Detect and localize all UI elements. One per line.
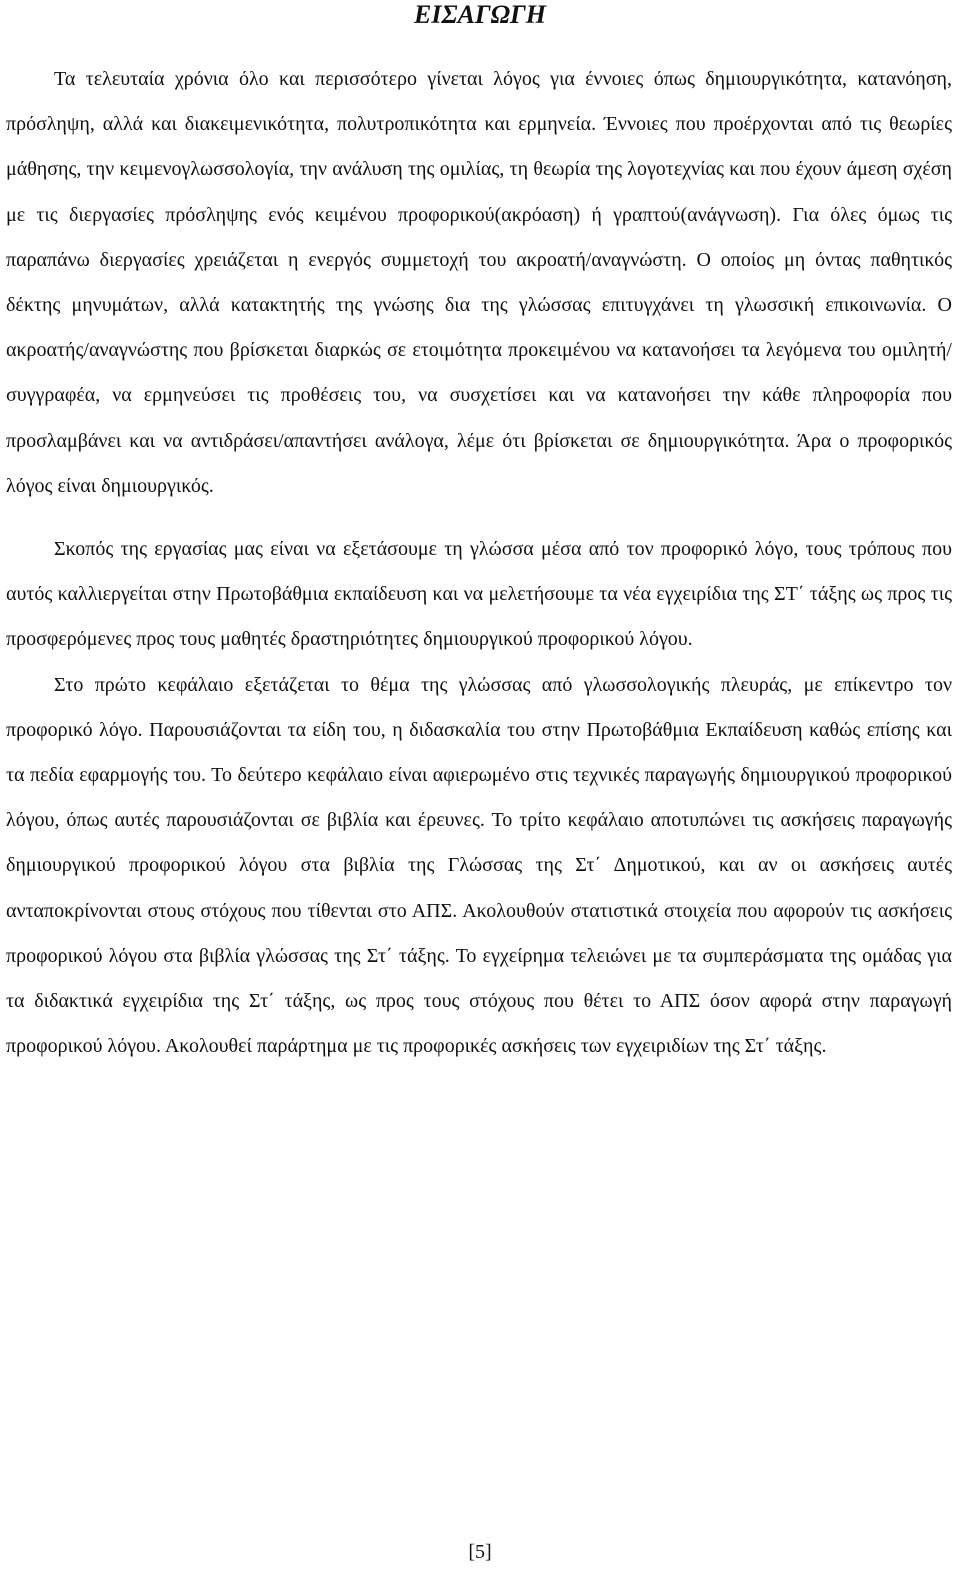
document-body [6, 57, 952, 1069]
purpose-paragraph: Σκοπός της εργασίας μας είναι να εξετάσουμε τη γλώσσα μέσα από τον προφορικό λόγο, τους τρόπους που αυτός καλλιεργείται στην Πρωτοβάθμια εκπαίδευση και να μελετήσουμε τα νέα εγχειρίδια της ΣΤ΄ τάξης ως προς τις προσφερόμενες προς τους μαθητές δραστηριότητες δημιουργικού προφορικού λόγου. [6, 538, 952, 651]
intro-paragraph: Τα τελευταία χρόνια όλο και περισσότερο γίνεται λόγος για έννοιες όπως δημιουργικότητα, κατανόηση, πρόσληψη, αλλά και διακειμενικότητα, πολυτροπικότητα και ερμηνεία. Έννοιες που προέρχονται από τις θεωρίες μάθησης, την κειμενογλωσσολογία, την ανάλυση της ομιλίας, τη θεωρία της λογοτεχνίας και που έχουν άμεση σχέση με τις διεργασίες πρόσληψης ενός κειμένου προφορικού(ακρόαση) ή γραπτού(ανάγνωση). Για όλες όμως τις παραπάνω διεργασίες χρειάζεται η ενεργός συμμετοχή του ακροατή/αναγνώστη. Ο οποίος μη όντας παθητικός δέκτης μηνυμάτων, αλλά κατακτητής της γνώσης δια της γλώσσας επιτυγχάνει τη γλωσσική επικοινωνία. Ο ακροατής/αναγνώστης που βρίσκεται διαρκώς σε ετοιμότητα προκειμένου να κατανοήσει τα λεγόμενα του ομιλητή/συγγραφέα, να ερμηνεύσει τις προθέσεις του, να συσχετίσει και να κατανοήσει την κάθε πληροφορία που προσλαμβάνει και να αντιδράσει/απαντήσει ανάλογα, λέμε ότι βρίσκεται σε δημιουργικότητα. Άρα ο προφορικός λόγος είναι δημιουργικός. [6, 68, 952, 497]
page-number: [5] [468, 1541, 492, 1563]
chapters-overview-paragraph: Στο πρώτο κεφάλαιο εξετάζεται το θέμα της γλώσσας από γλωσσολογικής πλευράς, με επίκεντρο τον προφορικό λόγο. Παρουσιάζονται τα είδη του, η διδασκαλία του στην Πρωτοβάθμια Εκπαίδευση καθώς επίσης και τα πεδία εφαρμογής του. Το δεύτερο κεφάλαιο είναι αφιερωμένο στις τεχνικές παραγωγής δημιουργικού προφορικού λόγου, όπως αυτές παρουσιάζονται σε βιβλία και έρευνες. Το τρίτο κεφάλαιο αποτυπώνει τις ασκήσεις παραγωγής δημιουργικού προφορικού λόγου στα βιβλία της Γλώσσας της Στ΄ Δημοτικού, και αν οι ασκήσεις αυτές ανταποκρίνονται στους στόχους που τίθενται στο ΑΠΣ. Ακολουθούν στατιστικά στοιχεία που αφορούν τις ασκήσεις προφορικού λόγου στα βιβλία γλώσσας της Στ΄ τάξης. Το εγχείρημα τελειώνει με τα συμπεράσματα της ομάδας για τα διδακτικά εγχειρίδια της Στ΄ τάξης, ως προς τους στόχους που θέτει το ΑΠΣ όσον αφορά στην παραγωγή προφορικού λόγου. Ακολουθεί παράρτημα με τις προφορικές ασκήσεις των εγχειριδίων της Στ΄ τάξης. [6, 673, 952, 1058]
page-title: ΕΙΣΑΓΩΓΗ [414, 0, 546, 29]
